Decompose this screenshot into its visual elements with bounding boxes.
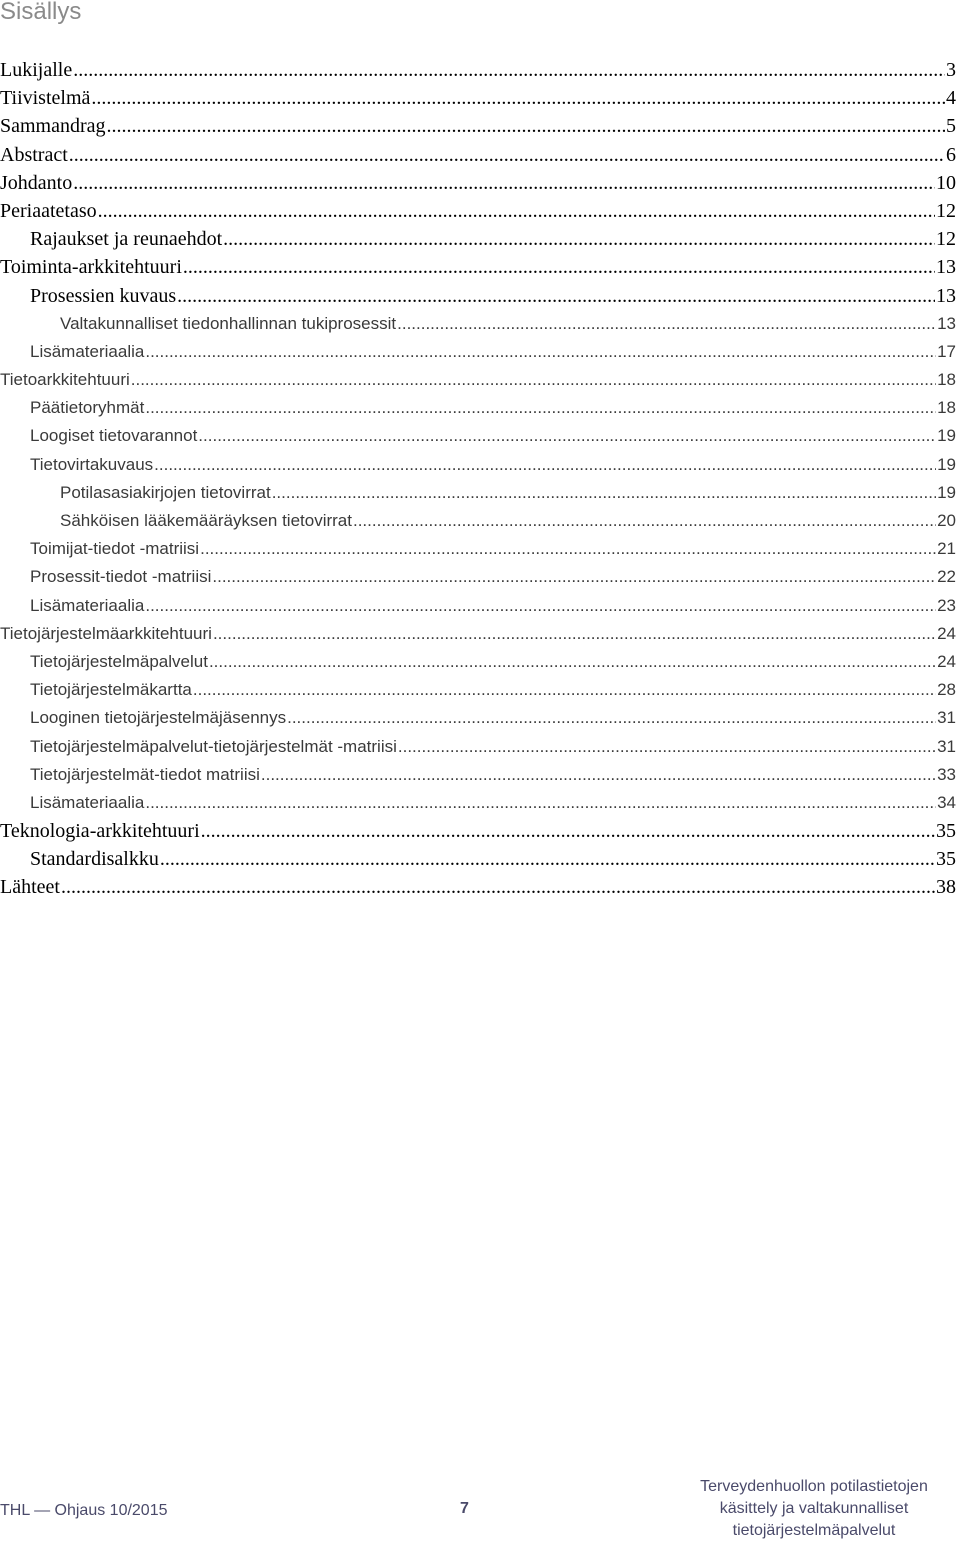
toc-entry-page: 24: [937, 651, 956, 671]
toc-entry-page: 19: [937, 454, 956, 474]
toc-dot-leader: [397, 310, 936, 338]
toc-entry-label: Abstract: [0, 143, 68, 166]
toc-entry[interactable]: [0, 451, 956, 479]
toc-entry-label: Periaatetaso: [0, 199, 97, 222]
toc-entry[interactable]: [0, 253, 956, 281]
toc-dot-leader: [353, 507, 936, 535]
toc-entry-label: Prosessien kuvaus: [30, 284, 177, 307]
toc-entry[interactable]: [0, 761, 956, 789]
toc-dot-leader: [209, 648, 936, 676]
toc-entry-label: Tietoarkkitehtuuri: [0, 370, 130, 390]
toc-entry-label: Tiivistelmä: [0, 87, 91, 110]
toc-entry-label: Teknologia-arkkitehtuuri: [0, 820, 200, 843]
toc-dot-leader: [272, 479, 936, 507]
toc-entry-label: Lisämateriaalia: [30, 595, 145, 615]
toc-entry[interactable]: [0, 676, 956, 704]
toc-entry-page: 3: [946, 59, 956, 81]
toc-entry-page: 28: [937, 680, 956, 700]
toc-entry-page: 31: [937, 708, 956, 728]
toc-entry[interactable]: [0, 733, 956, 761]
toc-entry[interactable]: [0, 789, 956, 817]
toc-entry-page: 12: [936, 199, 956, 222]
toc-dot-leader: [145, 394, 936, 422]
toc-entry[interactable]: [0, 366, 956, 394]
toc-entry-label: Prosessit-tiedot -matriisi: [30, 567, 212, 587]
toc-entry-page: 13: [936, 256, 956, 279]
toc-entry[interactable]: [0, 225, 956, 253]
toc-dot-leader: [212, 563, 936, 591]
page-title: Sisällys: [0, 0, 82, 25]
toc-entry-label: Lisämateriaalia: [30, 792, 145, 812]
toc-dot-leader: [177, 282, 935, 310]
toc-dot-leader: [145, 338, 936, 366]
toc-entry[interactable]: [0, 535, 956, 563]
toc-entry[interactable]: [0, 141, 956, 169]
toc-dot-leader: [398, 733, 936, 761]
toc-entry-page: 22: [937, 567, 956, 587]
toc-entry[interactable]: [0, 282, 956, 310]
toc-dot-leader: [223, 225, 935, 253]
toc-entry[interactable]: [0, 422, 956, 450]
toc-dot-leader: [69, 141, 945, 169]
toc-entry[interactable]: [0, 873, 956, 901]
toc-entry[interactable]: [0, 845, 956, 873]
toc-dot-leader: [107, 112, 945, 140]
toc-entry-label: Loogiset tietovarannot: [30, 426, 198, 446]
toc-entry-page: 35: [936, 820, 956, 843]
toc-entry[interactable]: [0, 394, 956, 422]
toc-entry[interactable]: [0, 479, 956, 507]
toc-entry-label: Toiminta-arkkitehtuuri: [0, 256, 182, 279]
toc-entry-label: Tietojärjestelmäkartta: [30, 680, 192, 700]
toc-entry[interactable]: [0, 507, 956, 535]
toc-entry-page: 5: [946, 115, 956, 138]
toc-entry-page: 18: [937, 398, 956, 418]
toc-dot-leader: [193, 676, 936, 704]
toc-entry-page: 20: [937, 511, 956, 530]
toc-entry-page: 17: [937, 341, 956, 361]
toc-entry[interactable]: [0, 620, 956, 648]
toc-entry-page: 12: [936, 228, 956, 251]
toc-entry-page: 10: [936, 171, 956, 194]
toc-entry-page: 35: [936, 848, 956, 871]
footer-publication: THL — Ohjaus 10/2015: [0, 1502, 168, 1519]
toc-entry-page: 34: [937, 792, 956, 812]
toc-dot-leader: [73, 169, 935, 197]
toc-entry-label: Johdanto: [0, 171, 73, 194]
table-of-contents: [0, 56, 956, 902]
toc-entry-page: 23: [937, 595, 956, 615]
toc-entry-label: Sammandrag: [0, 115, 106, 138]
toc-entry-label: Tietojärjestelmäpalvelut-tietojärjestelmät -matriisi: [30, 736, 397, 756]
toc-entry-page: 31: [937, 736, 956, 756]
page-footer: [0, 1468, 960, 1538]
toc-entry[interactable]: [0, 817, 956, 845]
footer-title-line: käsittely ja valtakunnalliset: [719, 1500, 909, 1517]
toc-entry-label: Toimijat-tiedot -matriisi: [30, 539, 200, 559]
toc-entry-label: Tietojärjestelmäarkkitehtuuri: [0, 623, 212, 643]
footer-title-line: tietojärjestelmäpalvelut: [732, 1522, 896, 1539]
toc-entry-label: Potilasasiakirjojen tietovirrat: [60, 482, 271, 502]
toc-entry[interactable]: [0, 592, 956, 620]
toc-entry-label: Rajaukset ja reunaehdot: [30, 228, 223, 251]
toc-dot-leader: [198, 422, 936, 450]
toc-entry-page: 13: [936, 284, 956, 307]
toc-entry[interactable]: [0, 84, 956, 112]
footer-title-line: Terveydenhuollon potilastietojen: [700, 1478, 928, 1495]
toc-entry-label: Looginen tietojärjestelmäjäsennys: [30, 708, 287, 728]
toc-dot-leader: [201, 817, 935, 845]
toc-entry[interactable]: [0, 112, 956, 140]
toc-dot-leader: [287, 704, 936, 732]
toc-entry-label: Standardisalkku: [30, 848, 159, 871]
toc-entry-label: Valtakunnalliset tiedonhallinnan tukiprosessit: [60, 313, 397, 333]
toc-dot-leader: [73, 56, 945, 84]
footer-page-number: 7: [460, 1500, 469, 1517]
toc-dot-leader: [183, 253, 935, 281]
toc-dot-leader: [91, 84, 945, 112]
toc-entry-label: Tietovirtakuvaus: [30, 454, 154, 474]
toc-dot-leader: [145, 789, 936, 817]
toc-dot-leader: [154, 451, 936, 479]
toc-dot-leader: [213, 620, 936, 648]
toc-entry-page: 4: [946, 87, 956, 110]
toc-entry-page: 19: [937, 426, 956, 446]
toc-entry-page: 38: [936, 876, 956, 899]
toc-entry[interactable]: [0, 704, 956, 732]
toc-dot-leader: [160, 845, 935, 873]
toc-entry-page: 19: [937, 482, 956, 502]
toc-dot-leader: [200, 535, 936, 563]
toc-dot-leader: [98, 197, 935, 225]
toc-entry[interactable]: [0, 310, 956, 338]
toc-entry-label: Sähköisen lääkemääräyksen tietovirrat: [60, 511, 352, 530]
toc-entry-label: Päätietoryhmät: [30, 398, 145, 418]
toc-entry-page: 21: [937, 539, 956, 559]
toc-entry-label: Lähteet: [0, 876, 60, 899]
toc-entry-page: 6: [946, 143, 956, 166]
toc-entry[interactable]: [0, 169, 956, 197]
toc-dot-leader: [131, 366, 936, 394]
footer-document-title: [694, 1476, 934, 1542]
toc-entry-page: 18: [937, 370, 956, 390]
toc-dot-leader: [145, 592, 936, 620]
toc-entry-label: Lukijalle: [0, 59, 73, 81]
toc-entry[interactable]: [0, 197, 956, 225]
toc-entry-label: Tietojärjestelmäpalvelut: [30, 651, 208, 671]
toc-dot-leader: [61, 873, 935, 901]
toc-entry-page: 13: [937, 313, 956, 333]
toc-entry[interactable]: [0, 563, 956, 591]
toc-entry-label: Tietojärjestelmät-tiedot matriisi: [30, 764, 260, 784]
toc-entry-label: Lisämateriaalia: [30, 341, 145, 361]
toc-entry-page: 33: [937, 764, 956, 784]
toc-entry[interactable]: [0, 338, 956, 366]
toc-entry-page: 24: [937, 623, 956, 643]
toc-dot-leader: [261, 761, 936, 789]
toc-entry[interactable]: [0, 648, 956, 676]
toc-entry[interactable]: [0, 56, 956, 84]
